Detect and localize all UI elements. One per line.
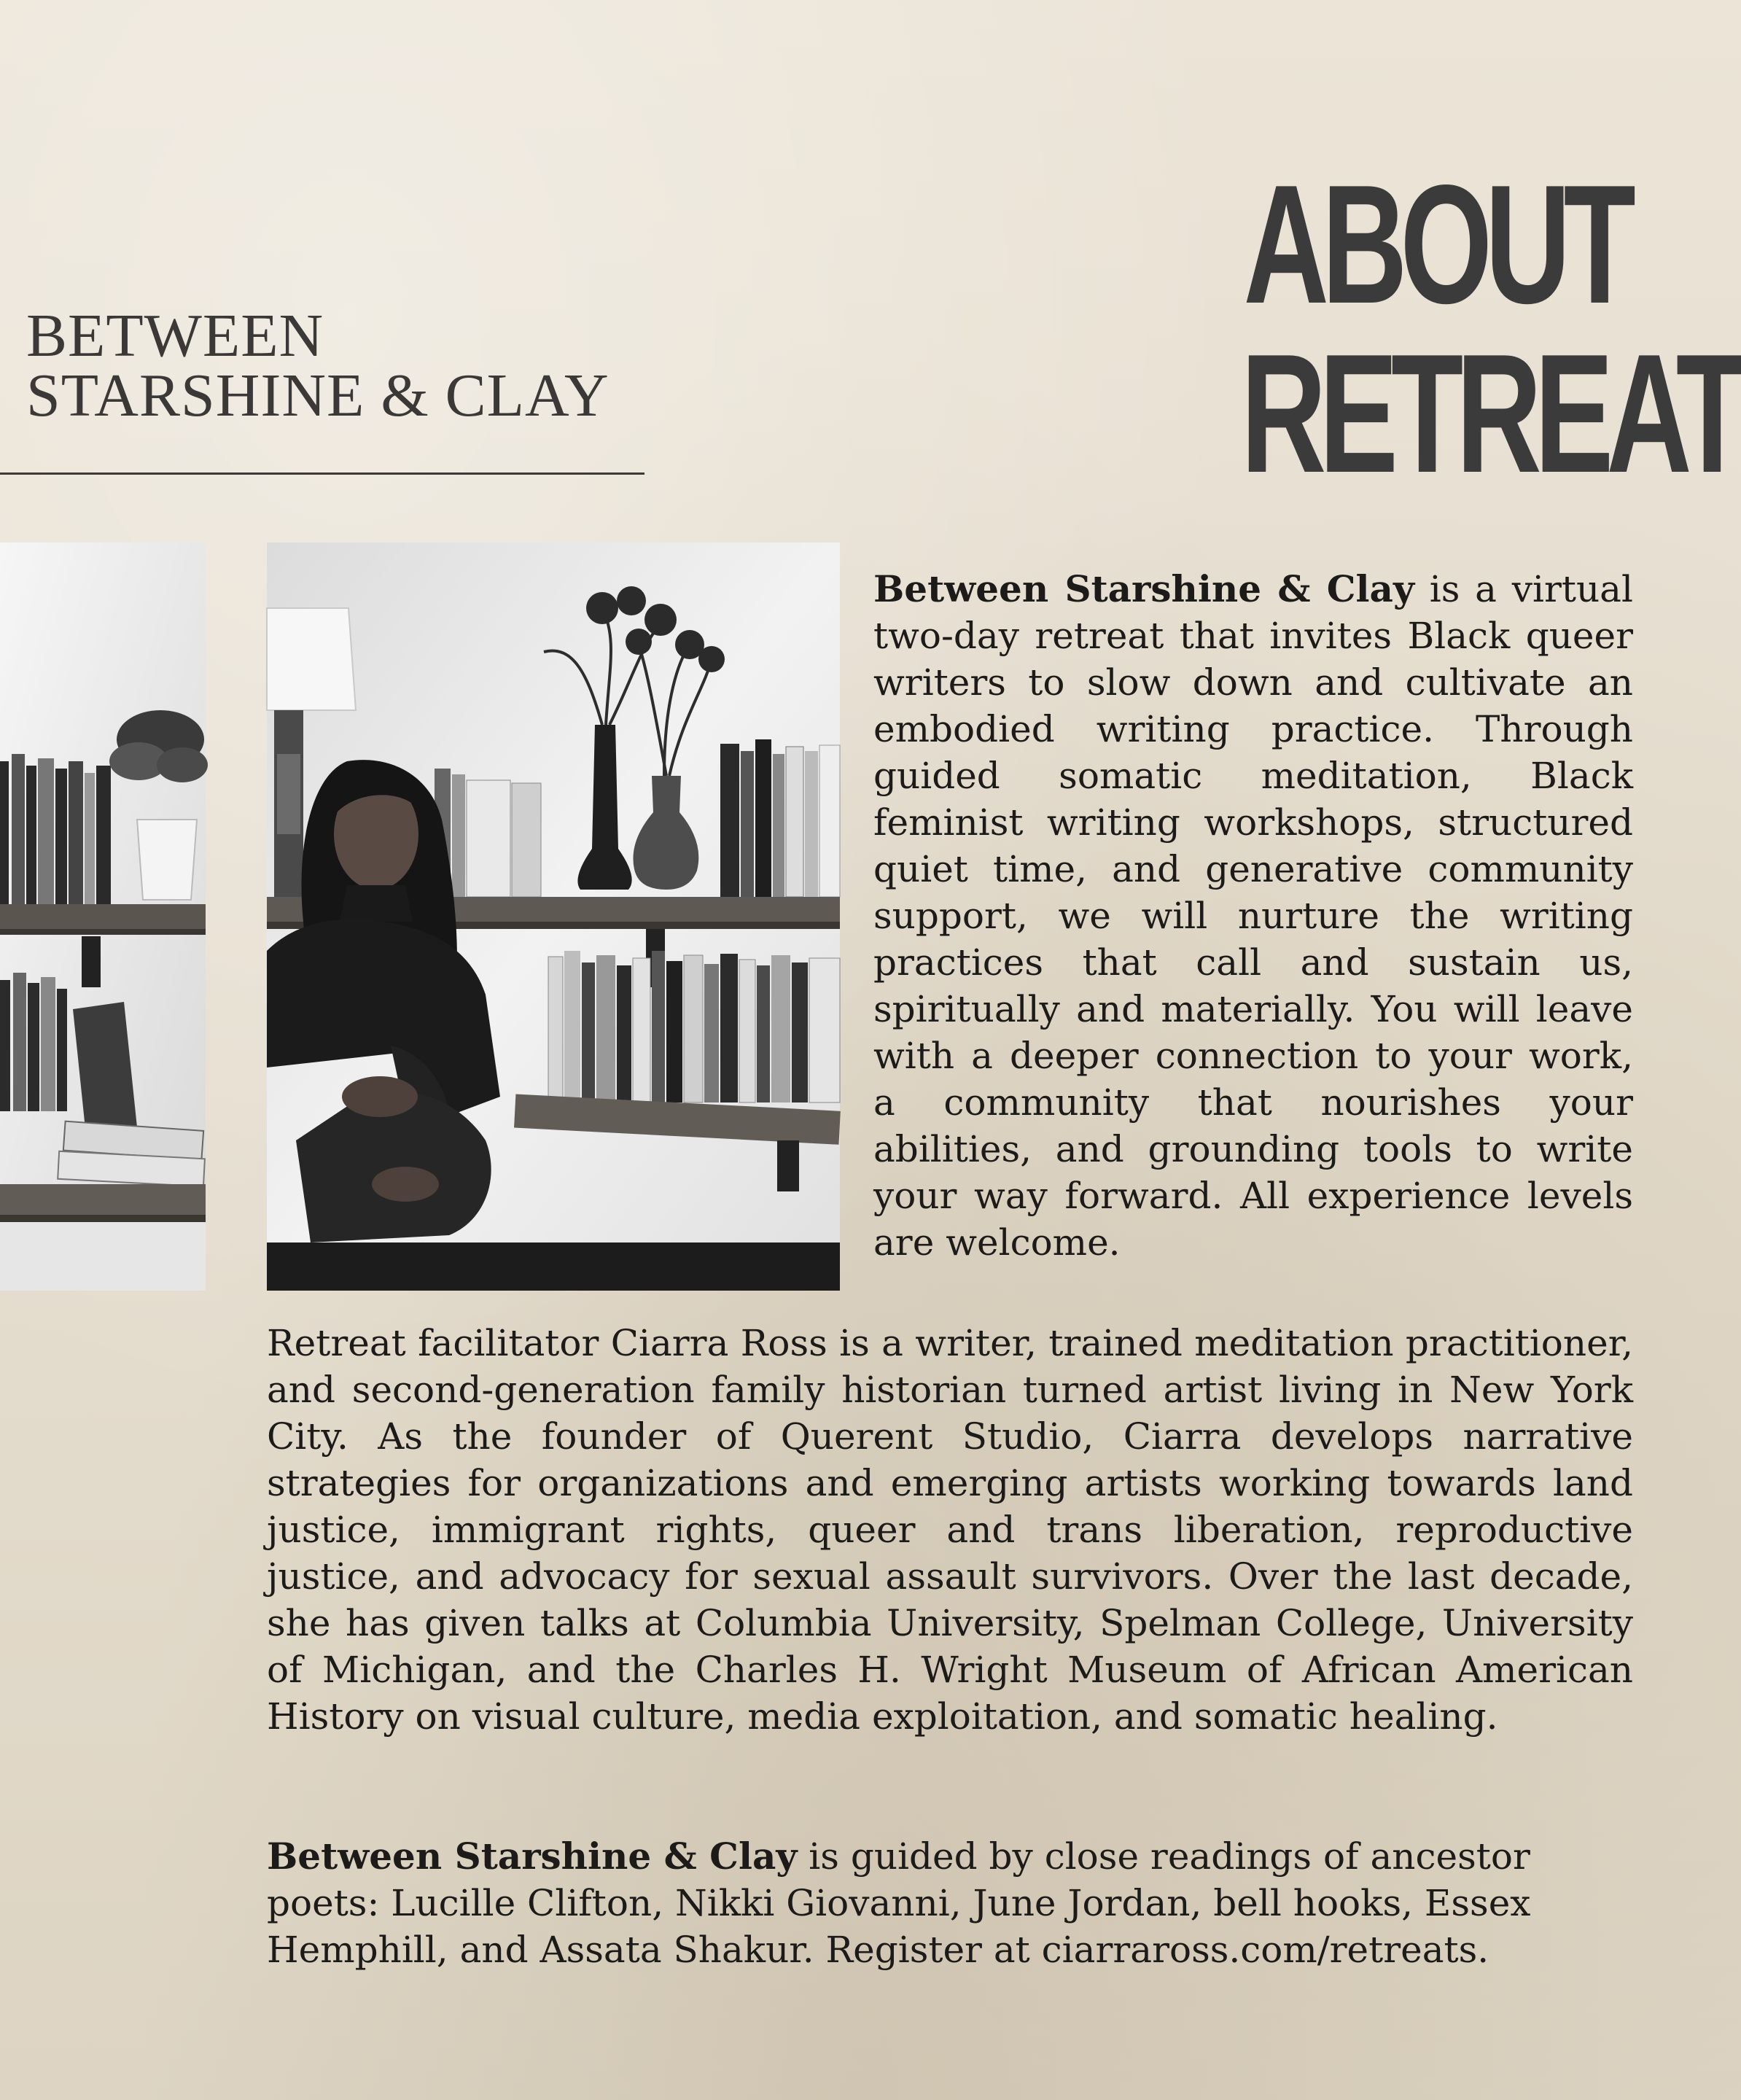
bookshelf-photo-image bbox=[0, 542, 206, 1291]
facilitator-paragraph: Retreat facilitator Ciarra Ross is a writer, trained meditation practitioner, and second-generation family historian turned artist living in New York City. As the founder of Querent Studio, Ciarra develops narrative strategies for organizations and emerging artists working towards land justice, immigrant rights, queer and trans liberation, reproductive justice, and advocacy for sexual assault survivors. Over the last decade, she has given talks at Columbia University, Spelman College, University of Michigan, and the Charles H. Wright Museum of African American History on visual culture, media exploitation, and somatic healing. bbox=[267, 1322, 1633, 1738]
brand-title-line2: STARSHINE & CLAY bbox=[26, 362, 609, 429]
facilitator-portrait-image bbox=[267, 542, 840, 1291]
closing-text: is guided by close readings of ancestor poets: Lucille Clifton, Nikki Giovanni, June Jordan, bell hooks, Essex Hemphill, and Assata Shakur. Register at ciarraross.com/retreats. bbox=[267, 1835, 1531, 1971]
divider-line bbox=[0, 472, 644, 475]
bookshelf-photo bbox=[0, 542, 206, 1291]
facilitator-portrait-photo bbox=[267, 542, 840, 1291]
intro-text: is a virtual two-day retreat that invites Black queer writers to slow down and cultivate an embodied writing practice. Through guided somatic meditation, Black feminist writing workshops, structured quiet time, and generative community support, we will nurture the writing practices that call and sustain us, spiritually and materially. You will leave with a deeper connection to your work, a community that nourishes your abilities, and grounding tools to write your way forward. All experience levels are welcome. bbox=[873, 568, 1633, 1264]
page-heading-line1: ABOUT bbox=[1243, 150, 1629, 339]
brand-title bbox=[26, 302, 682, 429]
brand-title-line1: BETWEEN bbox=[26, 302, 324, 370]
intro-paragraph bbox=[873, 566, 1633, 1266]
page-heading bbox=[1075, 150, 1741, 508]
closing-title: Between Starshine & Clay bbox=[267, 1835, 798, 1878]
closing-paragraph bbox=[267, 1833, 1633, 1973]
page-heading-line2: RETREAT bbox=[1241, 319, 1741, 508]
intro-title: Between Starshine & Clay bbox=[873, 567, 1414, 610]
